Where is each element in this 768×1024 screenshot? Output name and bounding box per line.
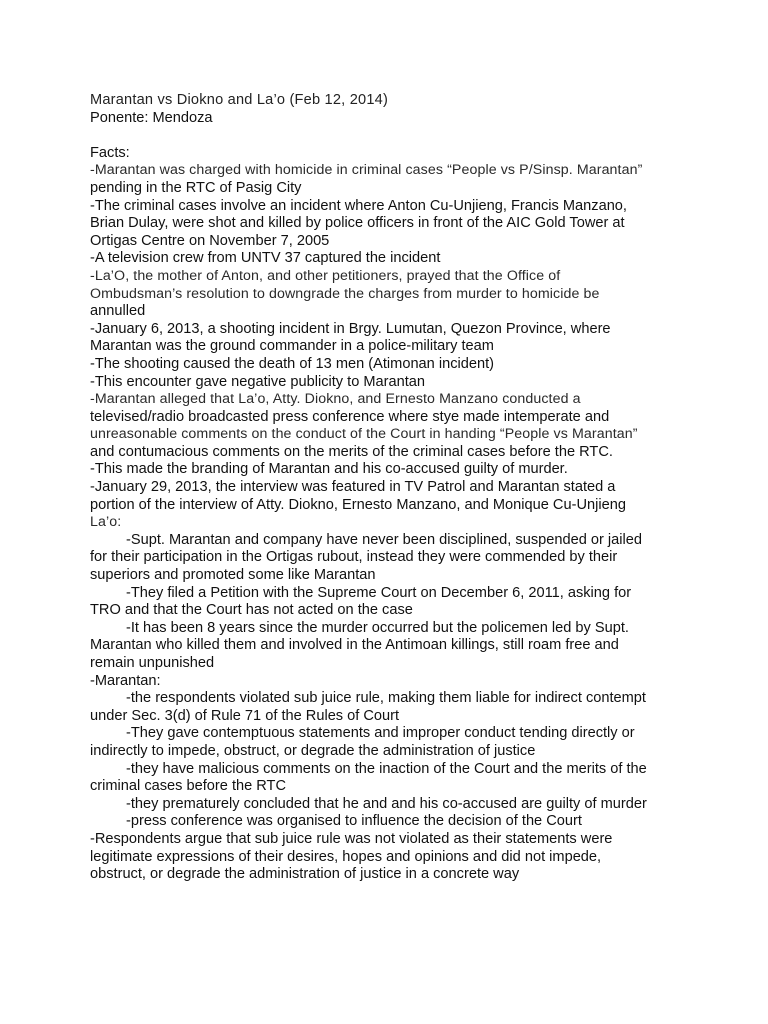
facts-list	[90, 162, 690, 883]
text-line: -La’O, the mother of Anton, and other petitioners, prayed that the Office of	[90, 267, 561, 284]
text-line: Marantan was the ground commander in a police-military team	[90, 338, 494, 355]
document-body	[90, 92, 690, 884]
text-line: -It has been 8 years since the murder occurred but the policemen led by Supt.	[126, 619, 629, 636]
text-line: -they prematurely concluded that he and and his co-accused are guilty of murder	[126, 795, 647, 812]
text-line: portion of the interview of Atty. Diokno, Ernesto Manzano, and Monique Cu-Unjieng	[90, 496, 626, 513]
text-line: -They gave contemptuous statements and improper conduct tending directly or	[126, 725, 635, 742]
text-line: under Sec. 3(d) of Rule 71 of the Rules of Court	[90, 707, 400, 724]
text-line: -Marantan:	[90, 672, 161, 689]
text-line: -A television crew from UNTV 37 captured the incident	[90, 250, 441, 267]
text-line: televised/radio broadcasted press conference where stye made intemperate and	[90, 408, 610, 425]
text-line: -January 29, 2013, the interview was featured in TV Patrol and Marantan stated a	[90, 479, 616, 496]
text-line: -the respondents violated sub juice rule, making them liable for indirect contempt	[126, 690, 646, 707]
text-line: obstruct, or degrade the administration of justice in a concrete way	[90, 866, 520, 883]
text-line: annulled	[90, 303, 146, 320]
text-line: -The shooting caused the death of 13 men (Atimonan incident)	[90, 355, 495, 372]
text-line: -January 6, 2013, a shooting incident in Brgy. Lumutan, Quezon Province, where	[90, 320, 611, 337]
text-line: -This encounter gave negative publicity to Marantan	[90, 373, 426, 390]
text-line: indirectly to impede, obstruct, or degrade the administration of justice	[90, 742, 536, 759]
text-line: Ortigas Centre on November 7, 2005	[90, 232, 330, 249]
text-line: criminal cases before the RTC	[90, 778, 287, 795]
text-line: Brian Dulay, were shot and killed by police officers in front of the AIC Gold Tower at	[90, 215, 625, 232]
text-line: for their participation in the Ortigas rubout, instead they were commended by their	[90, 549, 618, 566]
text-line: -The criminal cases involve an incident where Anton Cu-Unjieng, Francis Manzano,	[90, 197, 627, 214]
text-line: unreasonable comments on the conduct of the Court in handing “People vs Marantan”	[90, 426, 638, 443]
text-line: Ombudsman’s resolution to downgrade the charges from murder to homicide be	[90, 285, 600, 302]
blank-line	[90, 127, 690, 145]
text-line: -Respondents argue that sub juice rule was not violated as their statements were	[90, 830, 613, 847]
text-line: and contumacious comments on the merits of the criminal cases before the RTC.	[90, 443, 613, 460]
document-title: Marantan vs Diokno and La’o (Feb 12, 2014)	[90, 92, 389, 108]
text-line: TRO and that the Court has not acted on the case	[90, 602, 413, 619]
text-line: La’o:	[90, 514, 122, 531]
text-line: remain unpunished	[90, 655, 215, 671]
text-line: -press conference was organised to influence the decision of the Court	[126, 813, 582, 830]
text-line: -Marantan alleged that La’o, Atty. Diokno, and Ernesto Manzano conducted a	[90, 391, 581, 408]
text-line: -They filed a Petition with the Supreme Court on December 6, 2011, asking for	[126, 584, 632, 601]
text-line: Marantan who killed them and involved in the Antimoan killings, still roam free and	[90, 637, 619, 654]
facts-heading: Facts:	[90, 144, 130, 161]
ponente-line: Ponente: Mendoza	[90, 109, 213, 126]
text-line: -Supt. Marantan and company have never been disciplined, suspended or jailed	[126, 531, 642, 548]
text-line: -they have malicious comments on the inaction of the Court and the merits of the	[126, 760, 647, 777]
text-line: -Marantan was charged with homicide in criminal cases “People vs P/Sinsp. Marantan”	[90, 162, 643, 179]
text-line: pending in the RTC of Pasig City	[90, 179, 302, 196]
text-line: superiors and promoted some like Marantan	[90, 567, 376, 584]
text-line: legitimate expressions of their desires, hopes and opinions and did not impede,	[90, 848, 602, 865]
text-line: -This made the branding of Marantan and his co-accused guilty of murder.	[90, 461, 568, 478]
